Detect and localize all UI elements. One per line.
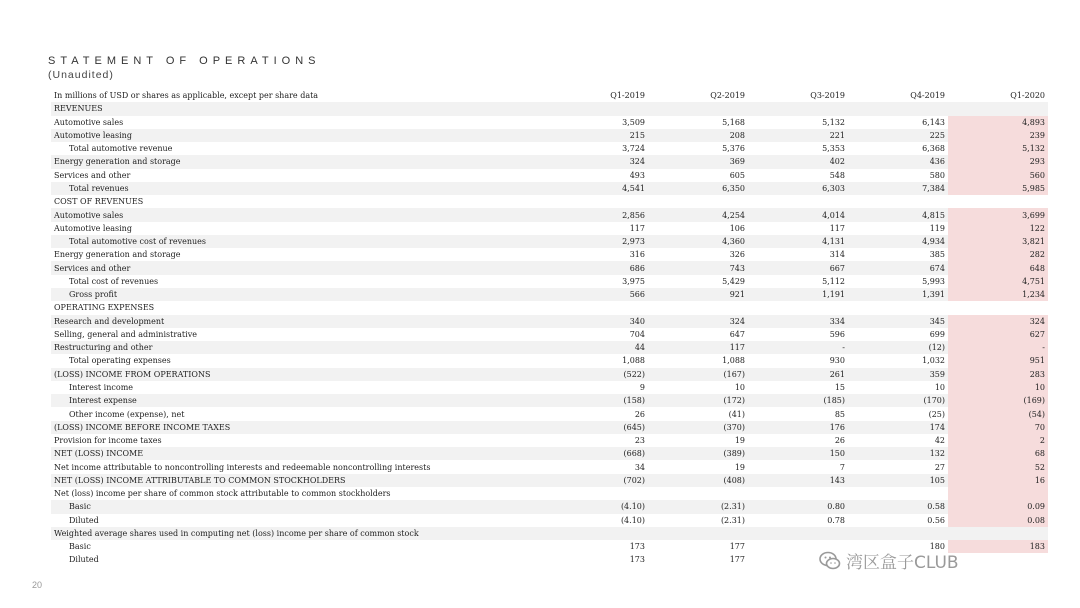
cell-value: 215: [548, 129, 648, 142]
cell-value: 4,360: [648, 235, 748, 248]
table-row: [51, 102, 1048, 115]
cell-value: 27: [934, 462, 945, 472]
cell-value: 5,132: [948, 142, 1048, 155]
row-label: OPERATING EXPENSES: [54, 303, 155, 313]
row-label: Interest income: [69, 382, 134, 392]
cell-value: 6,303: [748, 182, 848, 195]
cell-value: [948, 102, 1048, 115]
cell-value: (185): [748, 394, 848, 407]
cell-value: 85: [834, 409, 845, 419]
cell-value: 4,014: [748, 208, 848, 221]
table-row: [51, 341, 1048, 354]
cell-value: 0.56: [927, 515, 945, 525]
cell-value: 5,985: [948, 182, 1048, 195]
table-row: [51, 129, 1048, 142]
cell-value: 5,353: [822, 144, 845, 154]
cell-value: 436: [848, 155, 948, 168]
cell-value: [548, 102, 648, 115]
cell-value: [648, 102, 748, 115]
table-row: [51, 368, 1048, 381]
cell-value: 324: [948, 315, 1048, 328]
cell-value: 667: [748, 261, 848, 274]
table-row: [51, 487, 1048, 500]
cell-value: 26: [634, 409, 645, 419]
cell-value: 2,856: [548, 208, 648, 221]
cell-value: 5,132: [822, 117, 845, 127]
cell-value: (4.10): [620, 515, 645, 525]
cell-value: 9: [639, 382, 645, 392]
cell-value: [748, 527, 848, 540]
cell-value: 0.58: [848, 500, 948, 513]
row-label: Automotive leasing: [54, 223, 132, 233]
cell-value: 10: [934, 382, 945, 392]
cell-value: [748, 195, 848, 208]
cell-value: 117: [829, 223, 845, 233]
table-row: [51, 248, 1048, 261]
row-label: Energy generation and storage: [54, 250, 181, 260]
row-label: Basic: [69, 542, 91, 552]
row-label: Net income attributable to noncontrolling interests and redeemable noncontrolling interests: [54, 462, 431, 472]
column-header: Q2-2019: [710, 91, 745, 101]
cell-value: 1,032: [922, 356, 945, 366]
cell-value: 4,893: [948, 116, 1048, 129]
cell-value: 1,234: [948, 288, 1048, 301]
cell-value: 334: [748, 315, 848, 328]
cell-value: 704: [629, 329, 645, 339]
cell-value: 4,815: [848, 208, 948, 221]
table-row: [51, 407, 1048, 420]
row-label: Interest expense: [51, 394, 548, 407]
cell-value: 173: [629, 555, 645, 565]
watermark-text: 湾区盒子CLUB: [846, 553, 959, 573]
cell-value: [948, 553, 1048, 566]
page-title: STATEMENT OF OPERATIONS: [48, 55, 321, 67]
row-label: Total cost of revenues: [69, 276, 159, 286]
column-header: Q1-2020: [1010, 91, 1045, 101]
cell-value: 106: [729, 223, 745, 233]
cell-value: 1,191: [748, 288, 848, 301]
row-label: NET (LOSS) INCOME: [51, 447, 548, 460]
cell-value: 173: [629, 542, 645, 552]
table-row: [51, 354, 1048, 367]
cell-value: 385: [929, 250, 945, 260]
cell-value: [548, 487, 648, 500]
column-header: Q1-2019: [610, 91, 645, 101]
cell-value: 10: [734, 382, 745, 392]
cell-value: 402: [748, 155, 848, 168]
cell-value: 316: [629, 250, 645, 260]
cell-value: 183: [948, 540, 1048, 553]
row-label: Automotive sales: [54, 117, 124, 127]
cell-value: 16: [948, 474, 1048, 487]
cell-value: 5,376: [722, 144, 745, 154]
cell-value: 0.08: [948, 514, 1048, 527]
table-row: [51, 142, 1048, 155]
cell-value: 674: [848, 261, 948, 274]
cell-value: 23: [634, 436, 645, 446]
table-row: [51, 275, 1048, 288]
column-header: Q4-2019: [910, 91, 945, 101]
table-row: [51, 169, 1048, 182]
cell-value: 42: [934, 436, 945, 446]
cell-value: 4,934: [848, 235, 948, 248]
cell-value: (169): [948, 394, 1048, 407]
cell-value: 176: [748, 421, 848, 434]
row-label: Diluted: [69, 515, 99, 525]
cell-value: 1,088: [722, 356, 745, 366]
table-header-row: [51, 89, 1048, 102]
cell-value: 345: [848, 315, 948, 328]
cell-value: 596: [829, 329, 845, 339]
table-row: [51, 460, 1048, 473]
cell-value: 6,143: [922, 117, 945, 127]
cell-value: 70: [948, 421, 1048, 434]
cell-value: (4.10): [548, 500, 648, 513]
row-label: Total automotive revenue: [69, 144, 173, 154]
cell-value: 4,131: [748, 235, 848, 248]
table-row: [51, 222, 1048, 235]
cell-value: 283: [948, 368, 1048, 381]
cell-value: [848, 487, 948, 500]
cell-value: (170): [848, 394, 948, 407]
table-row: [51, 155, 1048, 168]
page-subtitle: (Unaudited): [48, 69, 114, 81]
cell-value: 340: [548, 315, 648, 328]
cell-value: [848, 195, 948, 208]
table-row: [51, 235, 1048, 248]
wechat-icon: [818, 549, 842, 573]
cell-value: 930: [829, 356, 845, 366]
cell-value: 2,973: [548, 235, 648, 248]
cell-value: 117: [629, 223, 645, 233]
row-label: Services and other: [54, 170, 131, 180]
cell-value: 44: [548, 341, 648, 354]
row-label: Research and development: [51, 315, 548, 328]
cell-value: (668): [548, 447, 648, 460]
statement-table: [51, 89, 1048, 567]
cell-value: 0.09: [948, 500, 1048, 513]
cell-value: 7: [839, 462, 845, 472]
row-label: Selling, general and administrative: [54, 329, 197, 339]
cell-value: [548, 195, 648, 208]
cell-value: [948, 195, 1048, 208]
cell-value: 174: [848, 421, 948, 434]
cell-value: [948, 487, 1048, 500]
table-row: [51, 315, 1048, 328]
cell-value: 560: [948, 169, 1048, 182]
cell-value: 221: [748, 129, 848, 142]
cell-value: 369: [648, 155, 748, 168]
cell-value: 647: [729, 329, 745, 339]
cell-value: 150: [748, 447, 848, 460]
table-row: [51, 447, 1048, 460]
row-label: (LOSS) INCOME BEFORE INCOME TAXES: [51, 421, 548, 434]
cell-value: 359: [848, 368, 948, 381]
table-row: [51, 421, 1048, 434]
cell-value: 225: [848, 129, 948, 142]
cell-value: 68: [948, 447, 1048, 460]
cell-value: 5,993: [922, 276, 945, 286]
cell-value: 143: [748, 474, 848, 487]
cell-value: 1,391: [848, 288, 948, 301]
table-row: [51, 328, 1048, 341]
row-label: Gross profit: [51, 288, 548, 301]
cell-value: (12): [848, 341, 948, 354]
cell-value: (41): [728, 409, 745, 419]
cell-value: 686: [548, 261, 648, 274]
row-label: Automotive leasing: [51, 129, 548, 142]
table-row: [51, 288, 1048, 301]
column-header: Q3-2019: [810, 91, 845, 101]
cell-value: 0.80: [748, 500, 848, 513]
cell-value: [748, 487, 848, 500]
cell-value: 699: [929, 329, 945, 339]
cell-value: (702): [548, 474, 648, 487]
cell-value: (172): [648, 394, 748, 407]
cell-value: 34: [634, 462, 645, 472]
table-row: [51, 195, 1048, 208]
cell-value: (158): [548, 394, 648, 407]
table-row: [51, 301, 1048, 314]
cell-value: 119: [929, 223, 945, 233]
cell-value: 314: [829, 250, 845, 260]
cell-value: [948, 301, 1048, 314]
row-label: Basic: [51, 500, 548, 513]
cell-value: 951: [948, 354, 1048, 367]
row-label: Restructuring and other: [51, 341, 548, 354]
cell-value: 208: [648, 129, 748, 142]
row-label: (LOSS) INCOME FROM OPERATIONS: [51, 368, 548, 381]
cell-value: 566: [548, 288, 648, 301]
cell-value: 10: [948, 381, 1048, 394]
cell-value: -: [748, 341, 848, 354]
cell-value: 648: [948, 261, 1048, 274]
table-row: [51, 261, 1048, 274]
cell-value: [748, 301, 848, 314]
cell-value: 5,112: [822, 276, 845, 286]
row-label: Weighted average shares used in computing net (loss) income per share of common stock: [51, 527, 548, 540]
table-row: [51, 394, 1048, 407]
table-row: [51, 182, 1048, 195]
cell-value: (54): [948, 407, 1048, 420]
row-label: Total automotive cost of revenues: [51, 235, 548, 248]
cell-value: 5,429: [722, 276, 745, 286]
cell-value: 3,509: [622, 117, 645, 127]
cell-value: (167): [648, 368, 748, 381]
cell-value: 177: [729, 555, 745, 565]
cell-value: 117: [648, 341, 748, 354]
cell-value: 3,821: [948, 235, 1048, 248]
cell-value: 122: [948, 222, 1048, 235]
cell-value: 3,724: [622, 144, 645, 154]
cell-value: [848, 301, 948, 314]
cell-value: 19: [734, 462, 745, 472]
table-row: [51, 434, 1048, 447]
cell-value: 493: [629, 170, 645, 180]
cell-value: 177: [729, 542, 745, 552]
cell-value: 261: [748, 368, 848, 381]
watermark: [818, 548, 959, 573]
cell-value: 3,699: [948, 208, 1048, 221]
table-row: [51, 208, 1048, 221]
cell-value: (645): [548, 421, 648, 434]
cell-value: 19: [734, 436, 745, 446]
cell-value: 5,168: [722, 117, 745, 127]
cell-value: 282: [948, 248, 1048, 261]
cell-value: (522): [548, 368, 648, 381]
cell-value: [748, 102, 848, 115]
page-number: 20: [32, 580, 43, 590]
cell-value: 2: [948, 434, 1048, 447]
cell-value: 627: [948, 328, 1048, 341]
cell-value: (2.31): [720, 515, 745, 525]
table-row: [51, 474, 1048, 487]
row-label: Energy generation and storage: [51, 155, 548, 168]
cell-value: 293: [948, 155, 1048, 168]
cell-value: (389): [648, 447, 748, 460]
table-row: [51, 500, 1048, 513]
cell-value: 324: [648, 315, 748, 328]
cell-value: 239: [948, 129, 1048, 142]
cell-value: 26: [834, 436, 845, 446]
cell-value: [948, 527, 1048, 540]
cell-value: 743: [648, 261, 748, 274]
cell-value: 580: [929, 170, 945, 180]
cell-value: 326: [729, 250, 745, 260]
cell-value: [648, 301, 748, 314]
cell-value: [548, 527, 648, 540]
row-label: NET (LOSS) INCOME ATTRIBUTABLE TO COMMON STOCKHOLDERS: [51, 474, 548, 487]
cell-value: [648, 527, 748, 540]
cell-value: 605: [729, 170, 745, 180]
cell-value: 180: [929, 542, 945, 552]
cell-value: 105: [848, 474, 948, 487]
row-label: Other income (expense), net: [69, 409, 185, 419]
cell-value: 4,254: [648, 208, 748, 221]
cell-value: 3,975: [622, 276, 645, 286]
cell-value: [648, 195, 748, 208]
cell-value: 1,088: [622, 356, 645, 366]
cell-value: 324: [548, 155, 648, 168]
cell-value: 15: [834, 382, 845, 392]
cell-value: 921: [648, 288, 748, 301]
cell-value: (370): [648, 421, 748, 434]
cell-value: -: [948, 341, 1048, 354]
cell-value: 7,384: [848, 182, 948, 195]
cell-value: 52: [948, 460, 1048, 473]
row-label: Total revenues: [51, 182, 548, 195]
cell-value: 0.78: [827, 515, 845, 525]
table-row: [51, 116, 1048, 129]
row-label: Diluted: [69, 555, 99, 565]
cell-value: [648, 487, 748, 500]
cell-value: 4,541: [548, 182, 648, 195]
table-row: [51, 514, 1048, 527]
row-label: REVENUES: [51, 102, 548, 115]
cell-value: 6,368: [922, 144, 945, 154]
table-row: [51, 381, 1048, 394]
cell-value: 6,350: [648, 182, 748, 195]
cell-value: (2.31): [648, 500, 748, 513]
cell-value: (408): [648, 474, 748, 487]
row-label: Total operating expenses: [69, 356, 171, 366]
header-label: In millions of USD or shares as applicable, except per share data: [54, 91, 319, 101]
row-label: Provision for income taxes: [54, 436, 162, 446]
cell-value: 548: [829, 170, 845, 180]
cell-value: [548, 301, 648, 314]
cell-value: (25): [928, 409, 945, 419]
table-row: [51, 527, 1048, 540]
cell-value: 4,751: [948, 275, 1048, 288]
cell-value: [848, 102, 948, 115]
cell-value: [848, 527, 948, 540]
row-label: COST OF REVENUES: [54, 197, 144, 207]
row-label: Services and other: [51, 261, 548, 274]
row-label: Net (loss) income per share of common stock attributable to common stockholders: [54, 489, 391, 499]
row-label: Automotive sales: [51, 208, 548, 221]
cell-value: 132: [848, 447, 948, 460]
